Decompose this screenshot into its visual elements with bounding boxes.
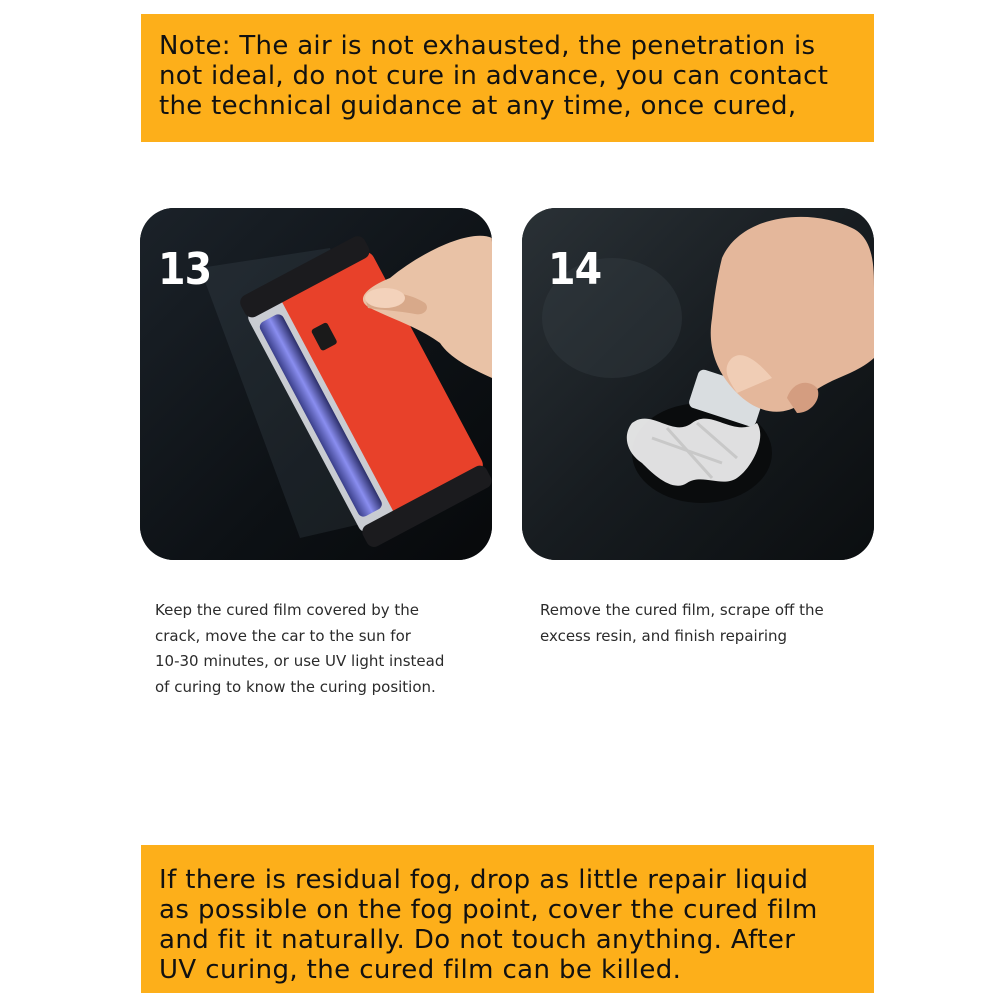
bottom-note-line: and fit it naturally. Do not touch anything. After [159, 925, 796, 955]
caption-line: of curing to know the curing position. [155, 677, 436, 696]
step-14-photo [522, 208, 874, 560]
caption-line: crack, move the car to the sun for [155, 626, 411, 645]
top-note-banner [141, 14, 874, 142]
bottom-note-line: as possible on the fog point, cover the cured film [159, 895, 818, 925]
caption-line: 10-30 minutes, or use UV light instead [155, 652, 445, 670]
step-14-caption [540, 598, 880, 649]
caption-line: Keep the cured film covered by the [155, 601, 419, 619]
step-number: 14 [548, 244, 602, 295]
bottom-note-line: UV curing, the cured film can be killed. [159, 955, 682, 985]
step-13-caption [155, 598, 495, 700]
bottom-note-banner [141, 845, 874, 993]
step-number: 13 [158, 244, 212, 295]
top-note-line: not ideal, do not cure in advance, you can contact [159, 61, 829, 91]
top-note-line: Note: The air is not exhausted, the penetration is [159, 31, 816, 61]
step-13-photo [140, 208, 492, 560]
caption-line: Remove the cured film, scrape off the [540, 601, 824, 619]
top-note-line: the technical guidance at any time, once cured, [159, 91, 797, 121]
bottom-note-line: If there is residual fog, drop as little repair liquid [159, 865, 809, 895]
caption-line: excess resin, and finish repairing [540, 626, 788, 645]
